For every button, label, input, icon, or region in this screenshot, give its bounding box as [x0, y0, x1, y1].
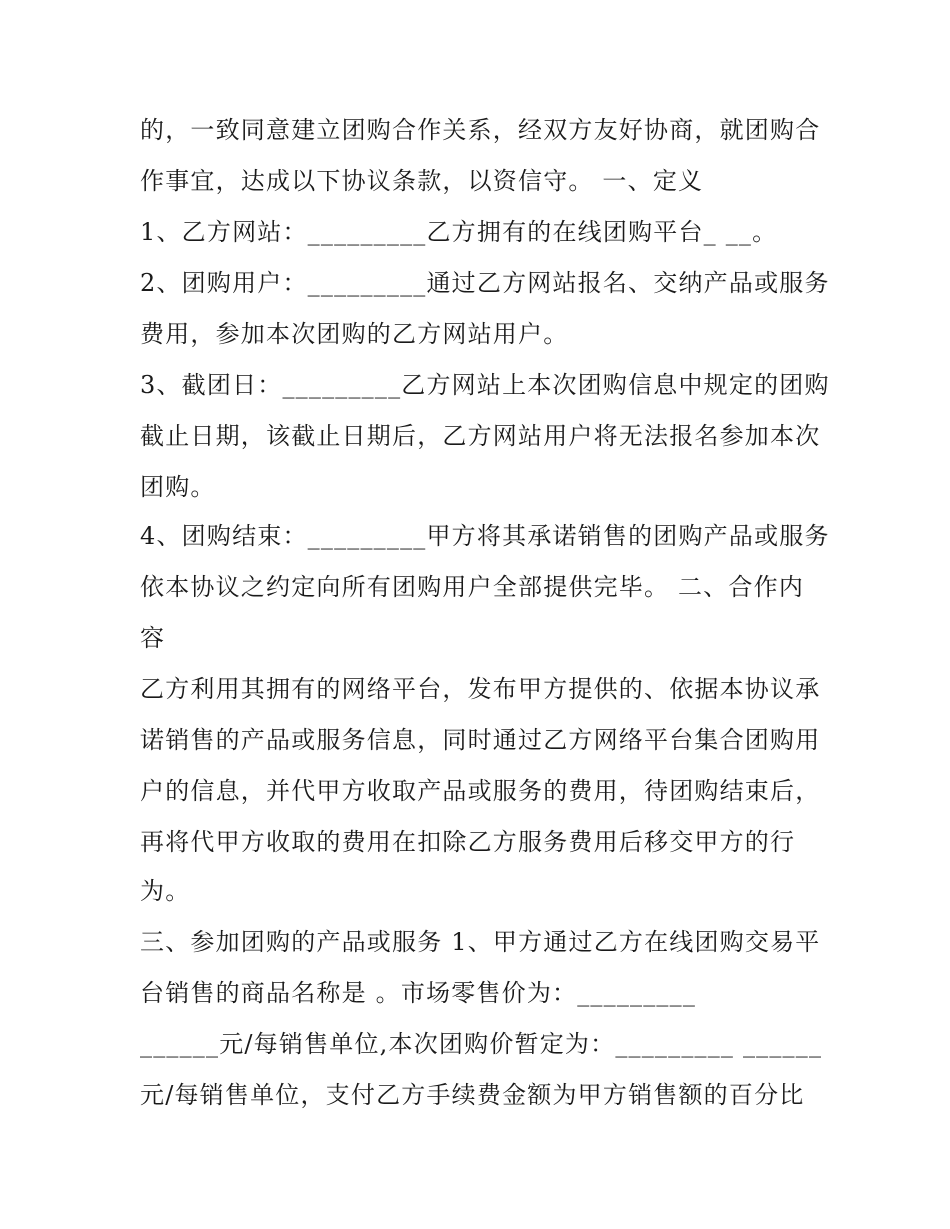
- text-line-3: 1、乙方网站：_________乙方拥有的在线团购平台_ __。: [140, 218, 778, 246]
- text-line-12: 乙方利用其拥有的网络平台，发布甲方提供的、依据本协议承: [140, 675, 821, 703]
- text-line-17: 三、参加团购的产品或服务 1、甲方通过乙方在线团购交易平: [140, 928, 821, 956]
- text-line-18: 台销售的商品名称是 。市场零售价为：_________: [140, 979, 697, 1007]
- text-line-11: 容: [140, 624, 166, 652]
- text-line-9: 4、团购结束：_________甲方将其承诺销售的团购产品或服务: [140, 522, 830, 550]
- text-line-8: 团购。: [140, 473, 216, 501]
- text-line-20: 元/每销售单位，支付乙方手续费金额为甲方销售额的百分比: [140, 1081, 805, 1109]
- text-line-1: 的，一致同意建立团购合作关系，经双方友好协商，就团购合: [140, 116, 821, 144]
- text-line-2: 作事宜，达成以下协议条款，以资信守。 一、定义: [140, 167, 704, 195]
- text-line-14: 户的信息，并代甲方收取产品或服务的费用，待团购结束后，: [140, 777, 821, 805]
- text-line-19: ______元/每销售单位,本次团购价暂定为：_________ ______: [140, 1030, 823, 1058]
- text-line-15: 再将代甲方收取的费用在扣除乙方服务费用后移交甲方的行: [140, 828, 796, 856]
- text-line-16: 为。: [140, 877, 191, 905]
- text-line-13: 诺销售的产品或服务信息，同时通过乙方网络平台集合团购用: [140, 726, 821, 754]
- text-line-6: 3、截团日：_________乙方网站上本次团购信息中规定的团购: [140, 371, 830, 399]
- text-line-5: 费用，参加本次团购的乙方网站用户。: [140, 320, 569, 348]
- text-line-7: 截止日期，该截止日期后，乙方网站用户将无法报名参加本次: [140, 422, 821, 450]
- text-line-4: 2、团购用户：_________通过乙方网站报名、交纳产品或服务: [140, 269, 830, 297]
- text-line-10: 依本协议之约定向所有团购用户全部提供完毕。 二、合作内: [140, 573, 805, 601]
